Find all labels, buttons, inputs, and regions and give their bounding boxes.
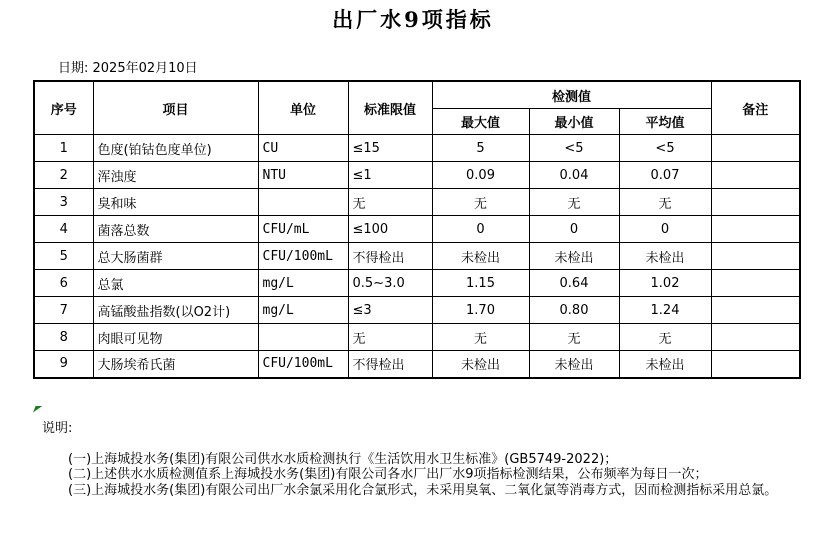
water-indicators-table	[33, 80, 801, 379]
header-detection-group: 检测值	[432, 81, 711, 109]
cell-item: 肉眼可见物	[93, 324, 258, 351]
cell-limit: ≤15	[348, 135, 432, 162]
cell-item: 高锰酸盐指数(以O2计)	[93, 297, 258, 324]
cell-item: 大肠埃希氏菌	[93, 351, 258, 378]
cell-seq: 1	[34, 135, 93, 162]
cell-unit	[258, 324, 348, 351]
cell-remark	[711, 324, 800, 351]
cell-limit: 无	[348, 189, 432, 216]
header-avg: 平均值	[619, 109, 711, 135]
cell-min: 未检出	[529, 351, 619, 378]
cell-avg: 1.02	[619, 270, 711, 297]
cell-remark	[711, 189, 800, 216]
note-item: (二)上述供水水质检测值系上海城投水务(集团)有限公司各水厂出厂水9项指标检测结果，公布频率为每日一次；	[68, 467, 708, 482]
cell-unit: mg/L	[258, 297, 348, 324]
cell-min: 0.64	[529, 270, 619, 297]
cell-min: <5	[529, 135, 619, 162]
cell-avg: <5	[619, 135, 711, 162]
cell-item: 菌落总数	[93, 216, 258, 243]
cell-seq: 4	[34, 216, 93, 243]
cell-unit: NTU	[258, 162, 348, 189]
header-seq: 序号	[34, 81, 93, 135]
note-item: (三)上海城投水务(集团)有限公司出厂水余氯采用化合氯形式，未采用臭氧、二氧化氯等消毒方式，因而检测指标采用总氯。	[68, 482, 778, 498]
date-label: 日期: 2025年02月10日	[58, 61, 198, 76]
cell-item: 总氯	[93, 270, 258, 297]
page-title: 出厂水9项指标	[332, 7, 494, 32]
cell-max: 0.09	[432, 162, 529, 189]
cell-max: 未检出	[432, 243, 529, 270]
cell-remark	[711, 270, 800, 297]
cell-remark	[711, 162, 800, 189]
cell-min: 未检出	[529, 243, 619, 270]
cell-remark	[711, 351, 800, 378]
cell-unit: CFU/100mL	[258, 243, 348, 270]
cell-unit: CFU/100mL	[258, 351, 348, 378]
cell-avg: 无	[619, 189, 711, 216]
cell-min: 0.80	[529, 297, 619, 324]
cell-limit: 不得检出	[348, 351, 432, 378]
cell-item: 浑浊度	[93, 162, 258, 189]
cell-avg: 未检出	[619, 351, 711, 378]
header-max: 最大值	[432, 109, 529, 135]
cell-seq: 3	[34, 189, 93, 216]
cell-avg: 0.07	[619, 162, 711, 189]
header-remark: 备注	[711, 81, 800, 135]
cell-limit: 不得检出	[348, 243, 432, 270]
cell-max: 无	[432, 189, 529, 216]
table-row	[34, 243, 800, 270]
cell-seq: 2	[34, 162, 93, 189]
cell-avg: 0	[619, 216, 711, 243]
cell-item: 总大肠菌群	[93, 243, 258, 270]
cell-max: 未检出	[432, 351, 529, 378]
cell-remark	[711, 243, 800, 270]
cell-seq: 5	[34, 243, 93, 270]
cell-limit: ≤1	[348, 162, 432, 189]
table-row	[34, 297, 800, 324]
cell-item: 臭和味	[93, 189, 258, 216]
cell-min: 0.04	[529, 162, 619, 189]
cell-remark	[711, 297, 800, 324]
cell-unit: mg/L	[258, 270, 348, 297]
table-row	[34, 324, 800, 351]
header-min: 最小值	[529, 109, 619, 135]
table-row	[34, 216, 800, 243]
cell-limit: 无	[348, 324, 432, 351]
notes-list	[68, 452, 826, 499]
cell-avg: 无	[619, 324, 711, 351]
table-row	[34, 351, 800, 378]
cell-seq: 6	[34, 270, 93, 297]
cell-max: 5	[432, 135, 529, 162]
cell-unit: CU	[258, 135, 348, 162]
cell-max: 无	[432, 324, 529, 351]
cell-remark	[711, 216, 800, 243]
cell-item: 色度(铂钴色度单位)	[93, 135, 258, 162]
cell-avg: 1.24	[619, 297, 711, 324]
cell-seq: 9	[34, 351, 93, 378]
comment-flag-icon	[33, 406, 43, 413]
table-header	[34, 81, 800, 135]
cell-min: 无	[529, 189, 619, 216]
cell-limit: ≤100	[348, 216, 432, 243]
table-row	[34, 162, 800, 189]
cell-avg: 未检出	[619, 243, 711, 270]
header-item: 项目	[93, 81, 258, 135]
cell-max: 1.15	[432, 270, 529, 297]
cell-seq: 8	[34, 324, 93, 351]
cell-max: 1.70	[432, 297, 529, 324]
cell-min: 无	[529, 324, 619, 351]
header-unit: 单位	[258, 81, 348, 135]
table-row	[34, 189, 800, 216]
cell-max: 0	[432, 216, 529, 243]
cell-limit: 0.5~3.0	[348, 270, 432, 297]
header-row-top	[34, 81, 800, 109]
cell-remark	[711, 135, 800, 162]
cell-unit	[258, 189, 348, 216]
header-limit: 标准限值	[348, 81, 432, 135]
table-row	[34, 135, 800, 162]
notes-label: 说明:	[42, 420, 73, 436]
notes-section	[33, 406, 826, 499]
cell-min: 0	[529, 216, 619, 243]
cell-seq: 7	[34, 297, 93, 324]
cell-unit: CFU/mL	[258, 216, 348, 243]
table-body	[34, 135, 800, 378]
table-row	[34, 270, 800, 297]
cell-limit: ≤3	[348, 297, 432, 324]
note-item: (一)上海城投水务(集团)有限公司供水水质检测执行《生活饮用水卫生标准》(GB5749-2022)；	[68, 451, 618, 467]
